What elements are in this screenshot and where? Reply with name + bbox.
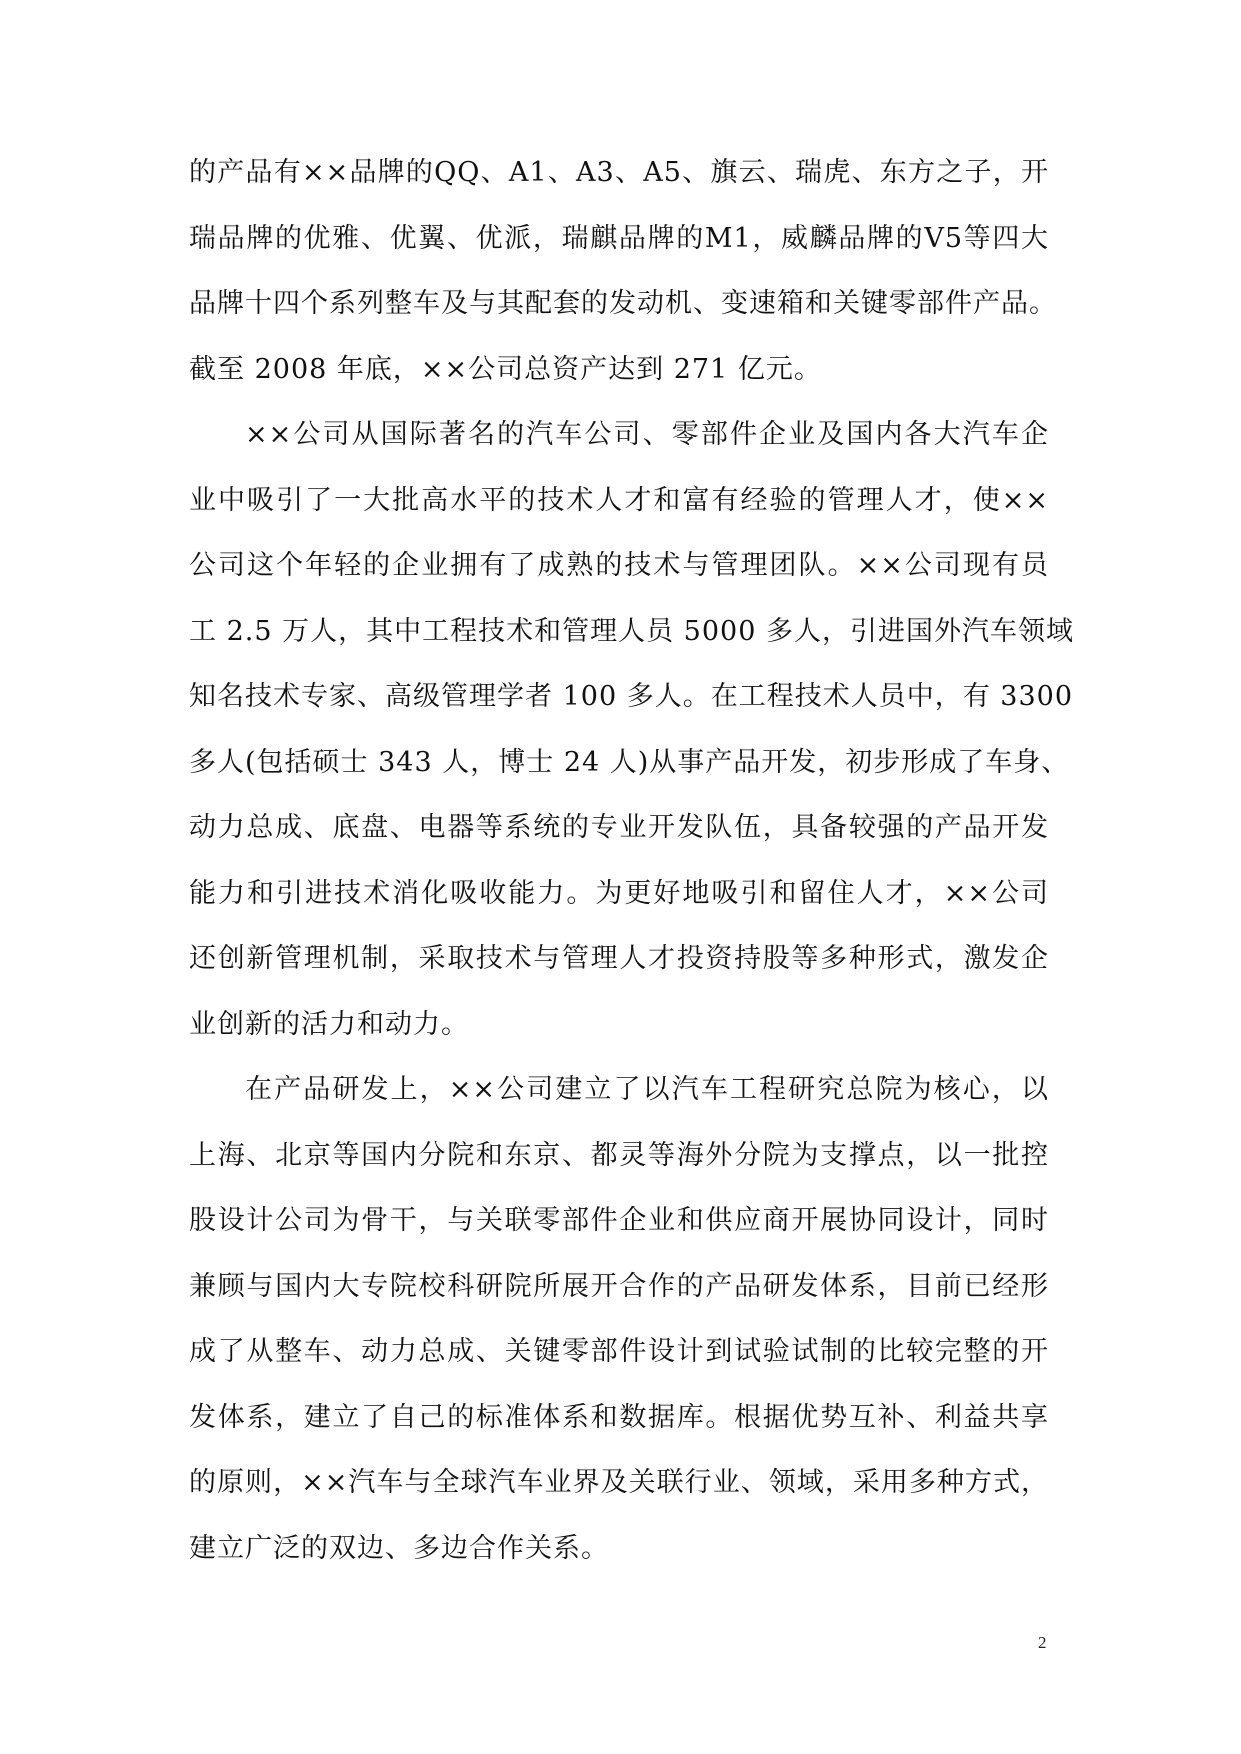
- text-line: 业中吸引了一大批高水平的技术人才和富有经验的管理人才，使××: [189, 484, 1049, 516]
- text-line: 在产品研发上，××公司建立了以汽车工程研究总院为核心，以: [245, 1074, 1049, 1105]
- text-line: 多人(包括硕士 343 人，博士 24 人)从事产品开发，初步形成了车身、: [189, 746, 1070, 778]
- text-line: 的原则，××汽车与全球汽车业界及关联行业、领域，采用多种方式，: [189, 1467, 1049, 1498]
- page-number: 2: [1038, 1633, 1047, 1652]
- text-line: ××公司从国际著名的汽车公司、零部件企业及国内各大汽车企: [245, 419, 1049, 450]
- text-line: 品牌十四个系列整车及与其配套的发动机、变速箱和关键零部件产品。: [189, 288, 1057, 319]
- body-text: [189, 140, 1074, 1581]
- text-line: 成了从整车、动力总成、关键零部件设计到试验试制的比较完整的开: [189, 1336, 1049, 1367]
- text-line: 发体系，建立了自己的标准体系和数据库。根据优势互补、利益共享: [189, 1401, 1049, 1433]
- text-line: 知名技术专家、高级管理学者 100 多人。在工程技术人员中，有 3300: [189, 681, 1073, 712]
- text-line: 业创新的活力和动力。: [189, 1008, 469, 1040]
- text-line: 瑞品牌的优雅、优翼、优派，瑞麒品牌的M1，威麟品牌的V5等四大: [189, 222, 1049, 254]
- text-line: 工 2.5 万人，其中工程技术和管理人员 5000 多人，引进国外汽车领域: [189, 615, 1074, 647]
- text-line: 能力和引进技术消化吸收能力。为更好地吸引和留住人才，××公司: [189, 877, 1049, 909]
- text-line: 兼顾与国内大专院校科研院所展开合作的产品研发体系，目前已经形: [189, 1270, 1049, 1302]
- text-line: 上海、北京等国内分院和东京、都灵等海外分院为支撑点，以一批控: [189, 1139, 1049, 1171]
- text-line: 公司这个年轻的企业拥有了成熟的技术与管理团队。××公司现有员: [189, 550, 1049, 581]
- paragraph-product-lineup: [189, 140, 1057, 402]
- paragraph-rnd: [189, 1057, 1049, 1581]
- text-line: 截至 2008 年底，××公司总资产达到 271 亿元。: [189, 353, 822, 385]
- paragraph-talent: [189, 402, 1074, 1057]
- text-line: 股设计公司为骨干，与关联零部件企业和供应商开展协同设计，同时: [189, 1205, 1049, 1236]
- text-line: 的产品有××品牌的QQ、A1、A3、A5、旗云、瑞虎、东方之子，开: [189, 157, 1049, 188]
- text-line: 动力总成、底盘、电器等系统的专业开发队伍，具备较强的产品开发: [189, 812, 1049, 843]
- text-line: 建立广泛的双边、多边合作关系。: [189, 1532, 609, 1564]
- text-line: 还创新管理机制，采取技术与管理人才投资持股等多种形式，激发企: [189, 943, 1049, 974]
